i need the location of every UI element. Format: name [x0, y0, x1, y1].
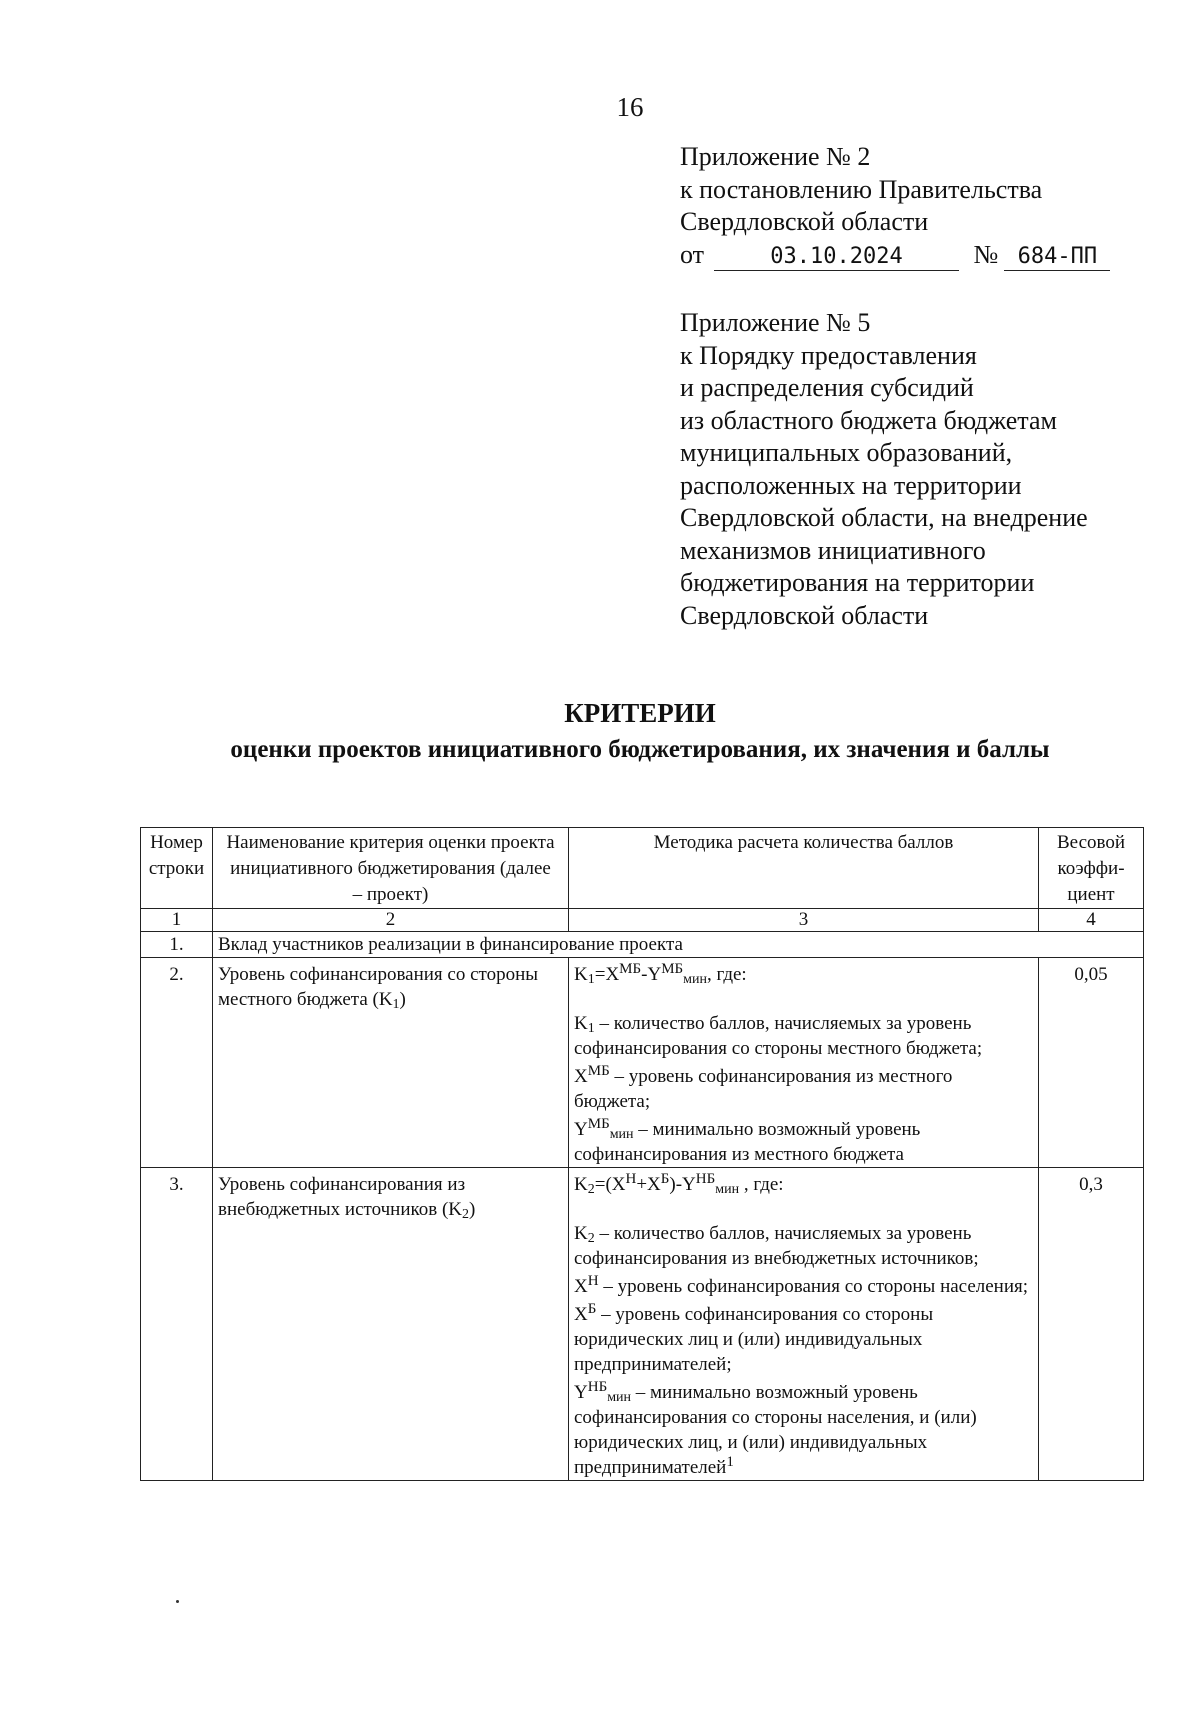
subscript: мин — [607, 1390, 632, 1405]
subscript: мин — [683, 972, 707, 987]
formula-part: X — [574, 1304, 588, 1325]
document-subtitle: оценки проектов инициативного бюджетирования, их значения и баллы — [230, 736, 1050, 763]
definition — [574, 1274, 1033, 1299]
appendix-5-line: расположенных на территории — [680, 470, 1022, 500]
appendix-2-date-line — [680, 239, 1110, 272]
superscript: НБ — [587, 1379, 608, 1395]
subscript: мин — [715, 1182, 740, 1197]
resolution-number: 684-ПП — [1004, 244, 1110, 271]
definition-text: – уровень софинансирования со стороны юридических лиц и (или) индивидуальных предпринимателей; — [574, 1304, 934, 1375]
definition — [574, 1117, 1033, 1167]
method-cell — [569, 958, 1039, 1168]
from-label: от — [680, 239, 705, 269]
header-method: Методика расчета количества баллов — [569, 828, 1039, 909]
definition — [574, 1380, 1033, 1480]
formula — [574, 962, 1033, 987]
definition-text: – уровень софинансирования со стороны населения; — [598, 1276, 1029, 1297]
appendix-2-line: к постановлению Правительства — [680, 174, 1043, 204]
column-number: 3 — [569, 909, 1039, 932]
criterion-text: Уровень софинансирования со стороны местного бюджета (K — [218, 964, 539, 1010]
superscript: НБ — [695, 1171, 716, 1187]
formula-part: =(X — [594, 1174, 626, 1195]
header-text: строки — [148, 858, 205, 879]
definition-text: – количество баллов, начисляемых за уровень софинансирования со стороны местного бюджета; — [574, 1013, 983, 1059]
definition — [574, 1011, 1033, 1061]
table-row — [141, 958, 1144, 1168]
method-cell — [569, 1168, 1039, 1481]
appendix-5-line: бюджетирования на территории — [680, 568, 1035, 597]
formula-part: )-Y — [669, 1174, 696, 1195]
header-criterion-name: Наименование критерия оценки проекта инициативного бюджетирования (далее – проект) — [213, 828, 569, 909]
superscript: Н — [625, 1171, 637, 1187]
formula-part: -Y — [641, 964, 662, 985]
superscript: МБ — [661, 961, 684, 977]
header-text: коэффи- — [1057, 858, 1125, 879]
appendix-5-line: к Порядку предоставления — [680, 340, 977, 370]
appendix-2-line: Приложение № 2 — [680, 142, 871, 171]
row-number: 2. — [141, 958, 213, 1168]
definition — [574, 1302, 1033, 1377]
definition — [574, 1064, 1033, 1114]
definition-text: – уровень софинансирования из местного бюджета; — [574, 1066, 953, 1112]
header-text: Весовой — [1056, 832, 1126, 853]
superscript: Б — [660, 1171, 670, 1187]
document-title: КРИТЕРИИ — [564, 698, 716, 728]
criterion-text: Уровень софинансирования из внебюджетных источников (K — [218, 1174, 466, 1220]
subscript: 2 — [587, 1182, 595, 1197]
definition-text: – минимально возможный уровень софинансирования со стороны населения, и (или) юридических лиц, и (или) индивидуальных предпринимателей — [574, 1382, 977, 1478]
definition — [574, 1221, 1033, 1271]
criterion-text: ) — [469, 1199, 476, 1220]
subscript: мин — [609, 1127, 634, 1142]
formula-part: =X — [594, 964, 620, 985]
appendix-5-line: из областного бюджета бюджетам — [680, 405, 1057, 435]
row-number: 1. — [141, 932, 213, 958]
definition-text: – минимально возможный уровень софинансирования из местного бюджета — [574, 1119, 921, 1165]
appendix-5-line: механизмов инициативного — [680, 535, 986, 565]
weight-value: 0,05 — [1039, 958, 1144, 1168]
formula-part: , где: — [706, 964, 747, 985]
superscript: МБ — [587, 1063, 610, 1079]
superscript: Н — [587, 1273, 599, 1289]
resolution-date: 03.10.2024 — [714, 244, 959, 271]
appendix-2-line: Свердловской области — [680, 207, 929, 236]
formula-part: +X — [636, 1174, 661, 1195]
column-number: 4 — [1039, 909, 1144, 932]
column-number-row — [141, 909, 1144, 932]
table-header-row — [141, 828, 1144, 909]
appendix-5-header — [680, 307, 1088, 632]
weight-value: 0,3 — [1039, 1168, 1144, 1481]
criterion-name — [213, 1168, 569, 1481]
table-row — [141, 932, 1144, 958]
scan-speck — [176, 1600, 179, 1603]
appendix-5-line: Приложение № 5 — [680, 308, 871, 337]
formula-part: K — [574, 1174, 588, 1195]
subscript: 2 — [462, 1207, 470, 1222]
definition-text: – количество баллов, начисляемых за уровень софинансирования из внебюджетных источников; — [574, 1223, 979, 1269]
formula-part: Y — [574, 1382, 588, 1403]
formula-part: X — [574, 1066, 588, 1087]
formula-part: X — [574, 1276, 588, 1297]
header-weight — [1039, 828, 1144, 909]
appendix-5-line: муниципальных образований, — [680, 438, 1013, 467]
header-text: Номер — [150, 832, 203, 853]
formula-part: , где: — [739, 1174, 784, 1195]
formula-part: K — [574, 1223, 588, 1244]
formula — [574, 1172, 1033, 1197]
criterion-text: ) — [399, 989, 406, 1010]
superscript: МБ — [619, 961, 642, 977]
appendix-5-line: Свердловской области — [680, 600, 929, 630]
column-number: 1 — [141, 909, 213, 932]
appendix-5-line: Свердловской области, на внедрение — [680, 503, 1088, 532]
page-number: 16 — [616, 92, 644, 122]
appendix-5-line: и распределения субсидий — [680, 373, 974, 402]
formula-part: K — [574, 964, 588, 985]
formula-part: Y — [574, 1119, 588, 1140]
table-row — [141, 1168, 1144, 1481]
subscript: 2 — [587, 1231, 595, 1246]
formula-part: K — [574, 1013, 588, 1034]
superscript: Б — [587, 1301, 597, 1317]
criteria-table — [140, 827, 1144, 1481]
subscript: 1 — [587, 972, 595, 987]
criterion-name — [213, 958, 569, 1168]
header-text: циент — [1067, 884, 1115, 905]
footnote-marker: 1 — [726, 1454, 734, 1470]
column-number: 2 — [213, 909, 569, 932]
row-number: 3. — [141, 1168, 213, 1481]
number-label: № — [973, 239, 999, 269]
section-heading: Вклад участников реализации в финансирование проекта — [213, 932, 1144, 958]
subscript: 1 — [587, 1021, 595, 1036]
superscript: МБ — [587, 1116, 610, 1132]
appendix-2-header — [680, 141, 1110, 271]
header-row-number — [141, 828, 213, 909]
subscript: 1 — [392, 997, 400, 1012]
